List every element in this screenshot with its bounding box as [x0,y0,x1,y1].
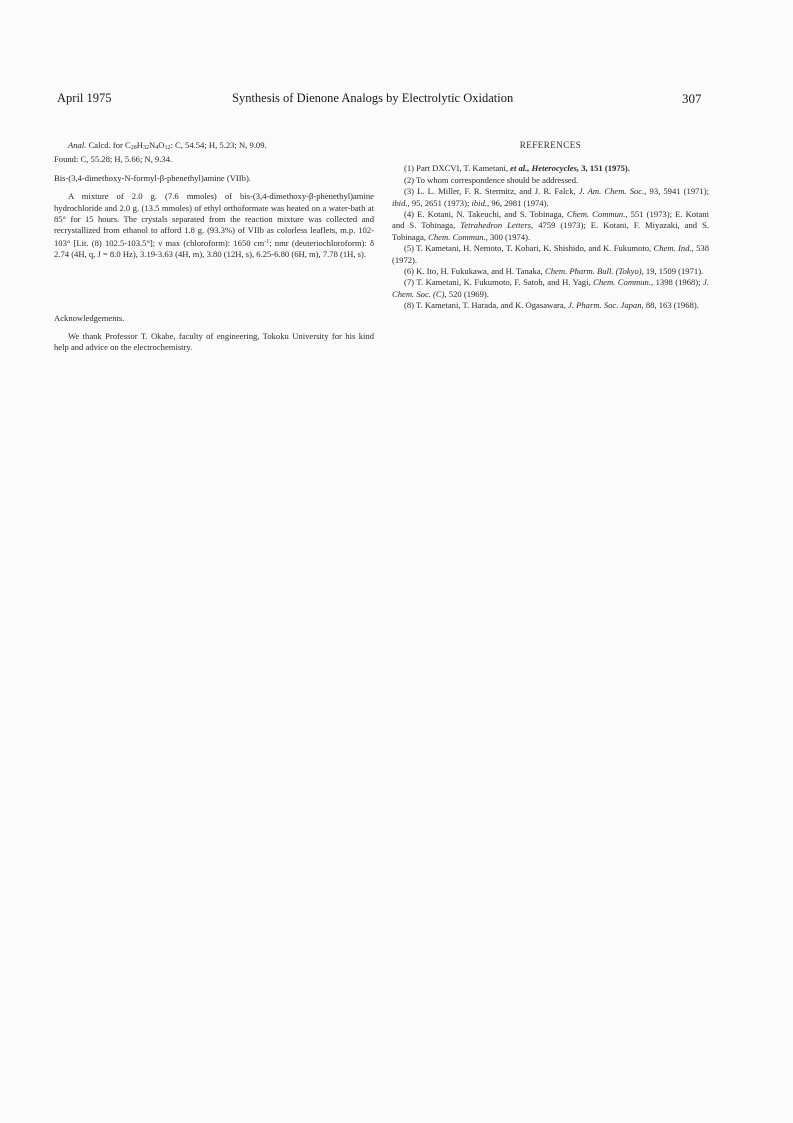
references-heading: REFERENCES [519,140,582,150]
reference-8: (8) T. Kametani, T. Harada, and K. Ogasawara, J. Pharm. Soc. Japan, 88, 163 (1968). [404,300,699,311]
elemental-analysis-found: Found: C, 55.28; H, 5.66; N, 9.34. [54,154,173,165]
reference-2: (2) To whom correspondence should be addressed. [404,174,579,185]
reference-7: (7) T. Kametani, K. Fukumoto, F. Satoh, and H. Yagi, Chem. Commun., 1398 (1968); J. Chem. Soc. (C), 520 (1969). [392,277,709,299]
reference-4: (4) E. Kotani, N. Takeuchi, and S. Tobinaga, Chem. Commun., 551 (1973); E. Kotani and S. Tobinaga, Tetrahedron Letters, 4759 (1973); E. Kotani, F. Miyazaki, and S. Tobinaga, Chem. Commun., 300 (1974). [392,209,709,242]
header-title: Synthesis of Dienone Analogs by Electrolytic Oxidation [232,91,514,105]
anal-label: Anal. [68,140,87,150]
acknowledgements-text: We thank Professor T. Okabe, faculty of engineering, Tokoku University for his kind help and advice on the electrochemistry. [54,331,374,353]
acknowledgements-heading: Acknowledgements. [54,312,125,323]
experimental-paragraph: A mixture of 2.0 g. (7.6 mmoles) of bis-(3,4-dimethoxy-β-phenethyl)amine hydrochloride and 2.0 g. (13.5 mmoles) of ethyl orthoformate was heated on a water-bath at 85° for 15 hours. The crystals separated from the reaction mixture was collected and recrystallized from ethanol to afford 1.8 g. (93.3%) of VIIb as colorless leaflets, m.p. 102-103° [Lit. (8) 102.5-103.5°]; ν max (chloroform): 1650 $cm^{-1}$; nmr (deuteriochloroform): δ 2.74 (4H, q, J = 8.0 Hz), 3.19-3.63 (4H, m), 3.80 (12H, s), 6.25-6.80 (6H, m), 7.78 (1H, s). [54,191,374,260]
reference-1: (1) Part DXCVI, T. Kametani, et al., Heterocycles, 3, 151 (1975). [404,163,630,174]
reference-6: (6) K. Ito, H. Fukukawa, and H. Tanaka, Chem. Pharm. Bull. (Tokyo), 19, 1509 (1971). [404,266,704,277]
left-column [54,140,374,354]
references-column [392,140,709,312]
page-number: 307 [682,91,702,106]
reference-3: (3) L. L. Miller, F. R. Stermitz, and J. R. Falck, J. Am. Chem. Soc., 93, 5941 (1971); ibid., 95, 2651 (1973); ibid., 96, 2981 (1974). [392,186,709,208]
header-date: April 1975 [57,91,112,105]
elemental-analysis-calcd: Anal. Calcd. for C28H32N4O12: C, 54.54; H, 5.23; N, 9.09. [68,140,267,151]
compound-heading: Bis-(3,4-dimethoxy-N-formyl-β-phenethyl)amine (VIIb). [54,172,251,183]
reference-5: (5) T. Kametani, H. Nemoto, T. Kobari, K. Shishido, and K. Fukumoto, Chem. Ind., 538 (1972). [392,243,709,265]
